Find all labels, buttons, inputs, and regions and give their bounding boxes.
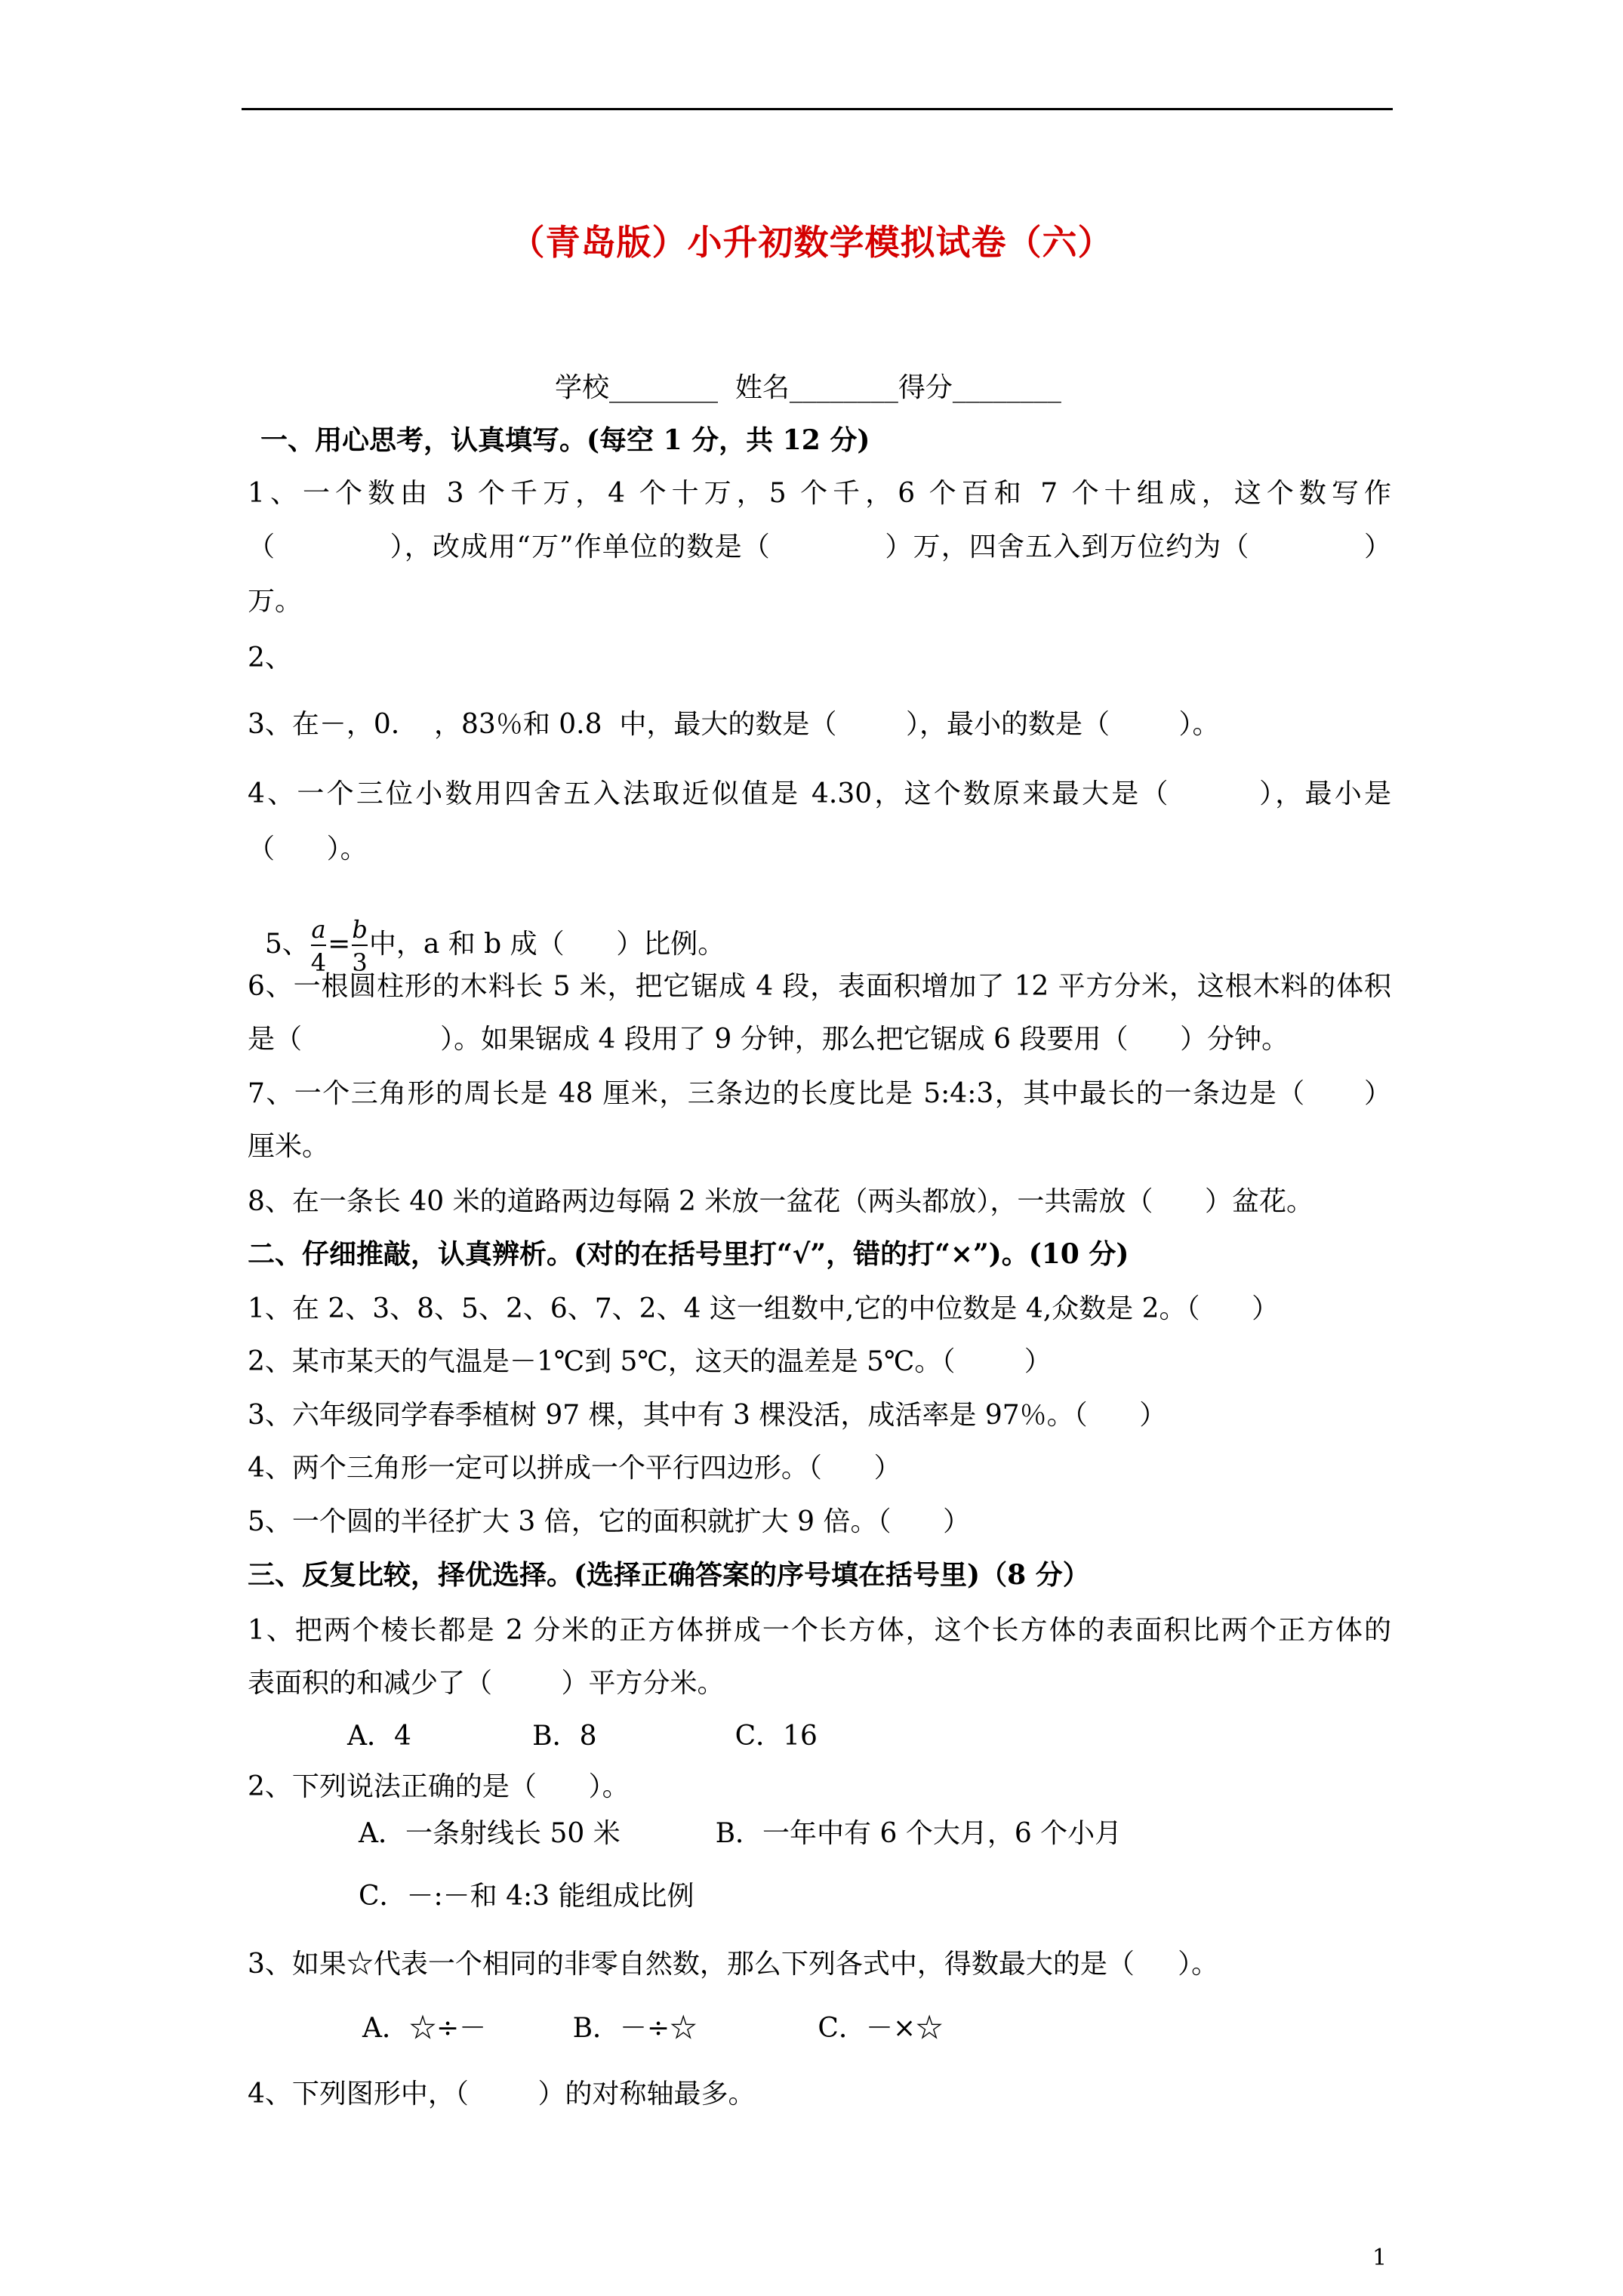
section3-heading: 三、反复比较，择优选择。(选择正确答案的序号填在括号里)（8 分） (248, 1559, 1090, 1591)
s1-q7-line1: 7、一个三角形的周长是 48 厘米，三条边的长度比是 5:4:3，其中最长的一条边是（ ） (248, 1078, 1391, 1109)
fraction-b-over-3 (352, 915, 368, 978)
s1-q6-line1: 6、一根圆柱形的木料长 5 米，把它锯成 4 段，表面积增加了 12 平方分米，这根木料的体积 (248, 971, 1391, 1002)
page-title: （青岛版）小升初数学模拟试卷（六） (510, 222, 1113, 263)
s1-q1-line2: （ ），改成用“万”作单位的数是（ ）万，四舍五入到万位约为（ ） (248, 532, 1391, 562)
s3-q1-options: A．4 B．8 C．16 (347, 1721, 818, 1752)
s3-q1-line2: 表面积的和减少了（ ）平方分米。 (248, 1668, 725, 1699)
section2-heading: 二、仔细推敲，认真辨析。(对的在括号里打“√”，错的打“×”)。(10 分) (248, 1238, 1129, 1270)
s3-q2-options-line2: C．－:－和 4:3 能组成比例 (359, 1881, 694, 1912)
s2-q1: 1、在 2、3、8、5、2、6、7、2、4 这一组数中,它的中位数是 4,众数是 2。（ ） (248, 1293, 1280, 1324)
s1-q3: 3、在－，0. ，83％和 0.8 中，最大的数是（ ），最小的数是（ ）。 (248, 709, 1220, 740)
s3-q2: 2、下列说法正确的是（ ）。 (248, 1771, 630, 1802)
s1-q6-line2: 是（ ）。如果锯成 4 段用了 9 分钟，那么把它锯成 6 段要用（ ）分钟。 (248, 1024, 1289, 1055)
s1-q4-line2: （ ）。 (248, 834, 368, 864)
s1-q8: 8、在一条长 40 米的道路两边每隔 2 米放一盆花（两头都放），一共需放（ ）盆花。 (248, 1186, 1314, 1217)
frac1-numerator: a (311, 917, 326, 946)
s1-q5-prefix: 5、 (264, 929, 310, 960)
student-info-line: 学校________ 姓名________得分________ (555, 372, 1061, 403)
s3-q2-options-line1: A．一条射线长 50 米 B．一年中有 6 个大月，6 个小月 (359, 1818, 1123, 1849)
s3-q1-line1: 1、把两个棱长都是 2 分米的正方体拼成一个长方体，这个长方体的表面积比两个正方体的 (248, 1615, 1391, 1646)
s1-q7-line2: 厘米。 (248, 1131, 330, 1162)
s1-q5-suffix: 中，a 和 b 成（ ）比例。 (368, 929, 725, 960)
fraction-a-over-4 (310, 915, 327, 978)
s2-q5: 5、一个圆的半径扩大 3 倍，它的面积就扩大 9 倍。（ ） (248, 1506, 971, 1537)
s1-q4-line1: 4、一个三位小数用四舍五入法取近似值是 4.30，这个数原来最大是（ ），最小是 (248, 778, 1391, 809)
s3-q3-options: A．☆÷－ B．－÷☆ C．－×☆ (362, 2013, 944, 2044)
s2-q2: 2、某市某天的气温是－1℃到 5℃，这天的温差是 5℃。（ ） (248, 1346, 1052, 1377)
s1-q5 (248, 885, 725, 978)
s3-q3: 3、如果☆代表一个相同的非零自然数，那么下列各式中，得数最大的是（ ）。 (248, 1949, 1219, 1980)
s2-q4: 4、两个三角形一定可以拼成一个平行四边形。（ ） (248, 1453, 901, 1484)
s3-q4: 4、下列图形中，（ ）的对称轴最多。 (248, 2079, 756, 2110)
s1-q1-line3: 万。 (248, 586, 303, 617)
top-rule (242, 108, 1393, 110)
s1-q1-line1: 1、一个数由 3 个千万，4 个十万，5 个千，6 个百和 7 个十组成，这个数写作 (248, 478, 1391, 509)
page-number: 1 (1372, 2245, 1387, 2271)
frac2-numerator: b (352, 917, 367, 946)
frac2-denominator: 3 (352, 948, 368, 978)
frac1-denominator: 4 (310, 948, 327, 978)
s1-q2: 2、 (248, 643, 292, 673)
s1-q5-equals: = (328, 929, 351, 960)
s2-q3: 3、六年级同学春季植树 97 棵，其中有 3 棵没活，成活率是 97％。（ ） (248, 1400, 1167, 1431)
section1-heading: 一、用心思考，认真填写。(每空 1 分，共 12 分) (260, 424, 870, 456)
